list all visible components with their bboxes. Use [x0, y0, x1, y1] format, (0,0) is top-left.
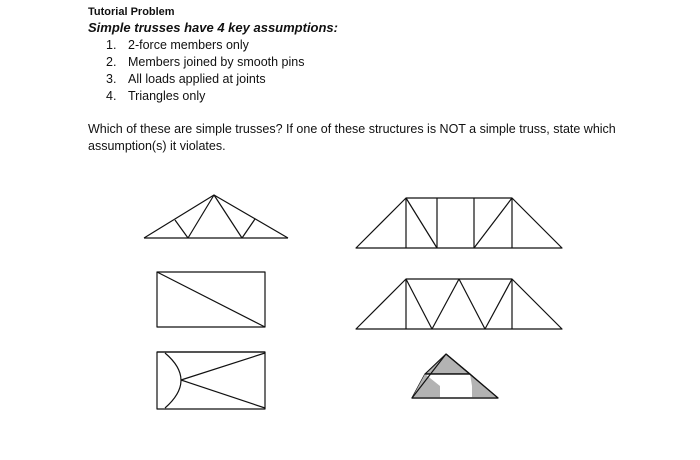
list-item: 3. All loads applied at joints [106, 72, 266, 86]
page-title: Tutorial Problem [88, 6, 175, 18]
roof-truss-diagram [144, 195, 288, 238]
curved-member-diagram [157, 352, 265, 409]
list-item: 4. Triangles only [106, 89, 206, 103]
trapezoid-truss-diagram-2 [356, 279, 562, 329]
list-item: 2. Members joined by smooth pins [106, 55, 305, 69]
rectangle-diagonal-diagram [157, 272, 265, 327]
shaded-triangle-diagram [412, 354, 498, 398]
assumptions-heading: Simple trusses have 4 key assumptions: [88, 20, 338, 35]
question-text: Which of these are simple trusses? If one of these structures is NOT a simple truss, state which assumption(s) it violates. [88, 122, 616, 153]
trapezoid-truss-diagram-1 [356, 198, 562, 248]
list-item: 1. 2-force members only [106, 38, 249, 52]
